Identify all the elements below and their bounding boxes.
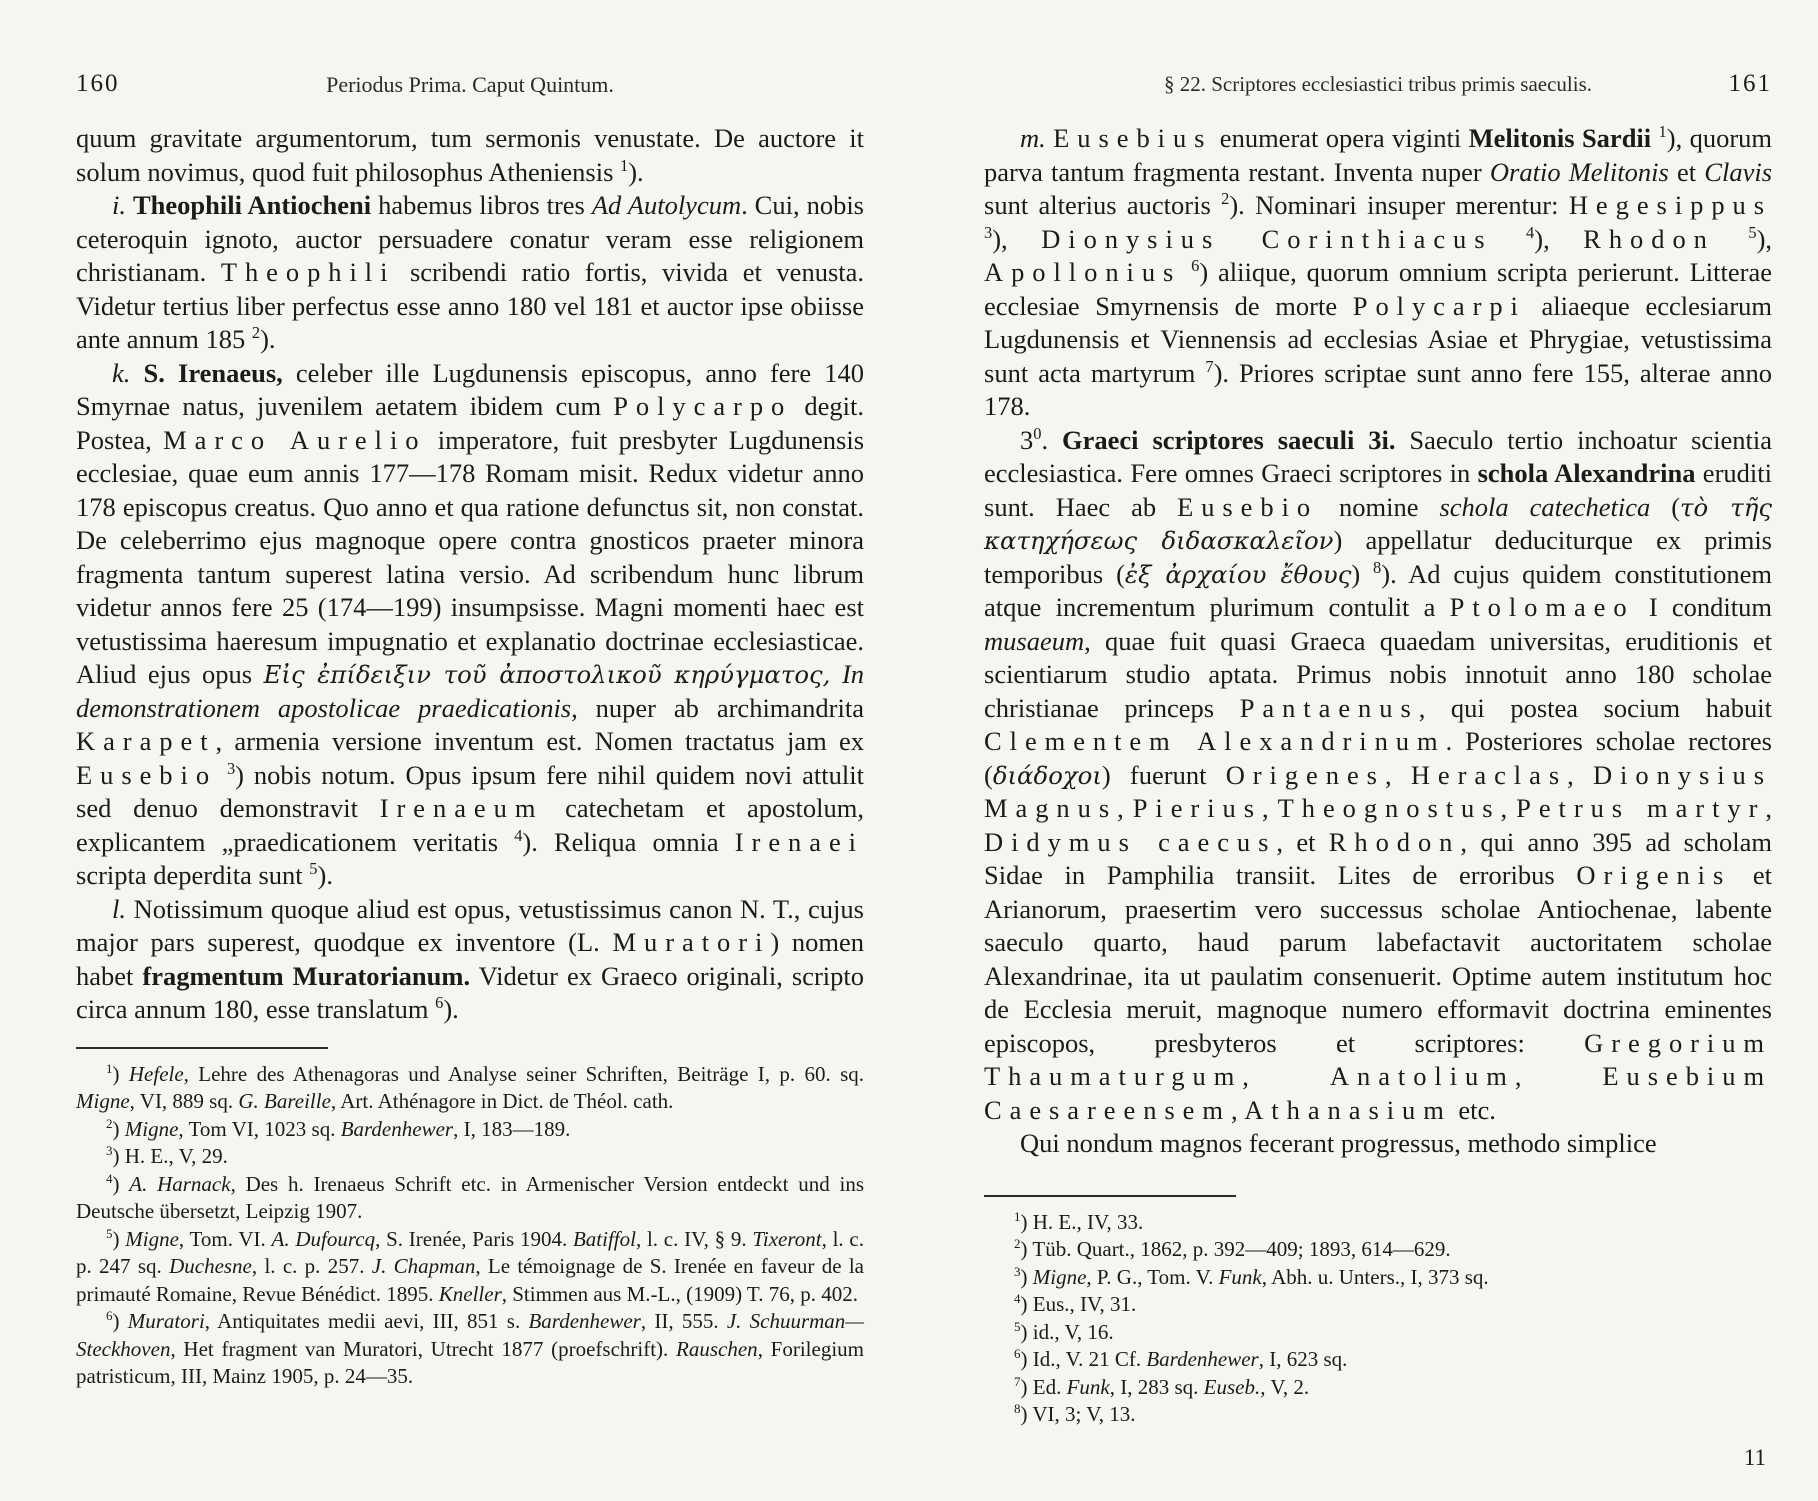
footnote-marker: 4 — [106, 1170, 113, 1186]
text-run: Saeculo tertio inchoatur scientia ecclesiastica. Fere omnes Graeci scriptores in — [984, 424, 1773, 488]
footnote-marker: 5 — [1748, 222, 1757, 242]
text-run: ). Reliqua omnia — [522, 826, 735, 857]
text-run — [1715, 224, 1749, 254]
text-run: , Het fragment van Muratori, Utrecht 1877 (proefschrift). — [170, 1336, 677, 1361]
text-run: Petrus martyr — [1516, 793, 1766, 823]
text-run: aliaeque ecclesiarum Lugdunensis et Viennensis ad ecclesias Asiae et Phrygiae, vetustissima sunt acta martyrum — [984, 290, 1773, 388]
text-run: Rhodon — [1328, 826, 1461, 857]
right-page-number: 161 — [1728, 70, 1772, 97]
text-run: ) — [112, 1171, 130, 1196]
text-run: ) — [112, 1061, 129, 1086]
right-page — [984, 70, 1772, 1471]
footnote — [76, 1061, 864, 1116]
text-run: Anatolium — [1329, 1061, 1515, 1091]
footnote-marker: 3 — [984, 222, 993, 242]
text-run: et — [1668, 156, 1705, 187]
text-run: Ptolomaeo — [1449, 592, 1635, 622]
text-run: , — [1567, 759, 1593, 790]
text-run: , S. Irenée, Paris 1904. — [375, 1226, 573, 1251]
text-run: , qui anno 395 ad scholam Sidae in Pamphilia transiit. Lites de erroribus — [984, 826, 1772, 890]
text-run: I conditum — [1634, 592, 1772, 622]
signature-mark: 11 — [1743, 1444, 1766, 1470]
text-run: ), — [992, 223, 1042, 254]
text-run: Rhodon — [1583, 223, 1715, 254]
text-run: schola Alexandrina — [1477, 458, 1696, 488]
text-run: , — [1514, 1061, 1603, 1091]
footnote — [984, 1291, 1772, 1319]
footnote-marker: 8 — [1373, 557, 1382, 577]
text-run: , — [1242, 1061, 1330, 1091]
text-run: S. Irenaeus, — [143, 357, 283, 388]
text-run: . — [1041, 424, 1063, 455]
text-run: Theognostus — [1277, 793, 1501, 823]
right-footnote-rule — [984, 1195, 1236, 1197]
text-run: Polycarpi — [1352, 290, 1526, 321]
text-run: ). Priores scriptae sunt anno fere 155, alterae anno 178. — [984, 357, 1772, 421]
paragraph — [76, 357, 864, 893]
text-run: J. Chapman — [371, 1254, 476, 1278]
text-run: ). — [317, 860, 333, 890]
text-run: , Abh. u. Unters., I, 373 sq. — [1261, 1264, 1489, 1289]
text-run: Dionysius Magnus — [984, 759, 1773, 823]
footnote — [76, 1171, 864, 1226]
text-run: , — [1261, 793, 1278, 823]
text-run — [1181, 257, 1191, 287]
text-run: Duchesne — [169, 1254, 252, 1278]
text-run: Migne — [124, 1116, 179, 1141]
footnote-marker: 5 — [106, 1225, 113, 1241]
text-run: Pierius — [1132, 793, 1262, 823]
footnote-marker: 1 — [106, 1060, 113, 1076]
text-run: Eusebio — [76, 759, 218, 790]
text-run: ), quorum parva tantum fragmenta restant. Inventa nuper — [984, 123, 1773, 187]
text-run: ) H. E., IV, 33. — [1020, 1209, 1144, 1234]
right-body-text — [984, 122, 1772, 1161]
text-run — [1493, 224, 1527, 254]
text-run: ), — [1534, 223, 1584, 254]
text-run: Bardenhewer — [528, 1309, 641, 1333]
text-run: enumerat opera viginti — [1212, 123, 1469, 153]
footnote-marker: 2 — [1221, 189, 1230, 209]
text-run — [830, 659, 842, 689]
text-run: Didymus caecus — [984, 826, 1277, 857]
text-run: Karapet — [76, 726, 216, 756]
text-run: Origenes — [1225, 759, 1385, 790]
text-run: ) — [112, 1226, 126, 1251]
text-run: Melitonis Sardii — [1468, 123, 1652, 153]
text-run: Theophili — [220, 257, 396, 287]
text-run: , P. G., Tom. V. — [1086, 1264, 1219, 1289]
text-run: Eusebio — [1177, 491, 1319, 522]
text-run: ). Ad cujus quidem constitutionem atque incrementum plurimum contulit a — [984, 558, 1772, 622]
left-page-number: 160 — [76, 70, 120, 97]
text-run: ) Id., V. 21 Cf. — [1020, 1347, 1147, 1371]
text-run — [1651, 123, 1658, 153]
text-run: Apollonius — [984, 257, 1182, 287]
text-run: , V, 2. — [1260, 1374, 1310, 1399]
text-run: catechetam et apostolum, explicantem „praedicationem veritatis — [76, 793, 864, 857]
text-run: Hefele — [128, 1061, 184, 1086]
text-run: Gregorium Thaumaturgum — [984, 1027, 1772, 1091]
text-run: ), — [1756, 223, 1773, 254]
text-run: , I, 623 sq. — [1258, 1347, 1348, 1371]
footnote-marker: 3 — [1014, 1263, 1021, 1279]
text-run: Polycarpo — [613, 391, 793, 421]
text-run: ). — [260, 324, 276, 354]
text-run: Athanasium — [1244, 1094, 1452, 1125]
text-run: Irenaeum — [379, 793, 544, 823]
footnote-marker: 5 — [1014, 1318, 1021, 1334]
text-run: ) — [1351, 558, 1374, 589]
text-run: , Forilegium patristicum, III, Mainz 1905, p. 24—35. — [76, 1336, 864, 1388]
text-run: . Posteriores scholae rectores ( — [984, 726, 1772, 790]
text-run: Hegesippus — [1568, 190, 1772, 220]
text-run: Εἰς ἐπίδειξιν τοῦ ἀποστολικοῦ κηρύγματος, — [263, 660, 831, 689]
footnote-marker: 7 — [1014, 1373, 1021, 1389]
right-running-head — [984, 70, 1772, 106]
text-run: Graeci scriptores saeculi 3i. — [1062, 424, 1396, 455]
left-page — [76, 70, 864, 1391]
footnote — [76, 1308, 864, 1391]
text-run: Oratio Melitonis — [1489, 156, 1669, 187]
text-run: , — [1500, 793, 1517, 823]
footnote-marker: 3 — [106, 1143, 113, 1158]
text-run: Euseb. — [1203, 1374, 1261, 1399]
text-run: Migne — [76, 1089, 130, 1113]
text-run: 3 — [1020, 424, 1034, 455]
footnote-marker: 2 — [1014, 1236, 1021, 1251]
footnote — [984, 1374, 1772, 1402]
text-run: Muratori — [612, 927, 771, 957]
text-run: Marco Aurelio — [163, 424, 427, 455]
text-run: Muratori — [127, 1309, 205, 1333]
text-run: Tixeront — [752, 1226, 822, 1251]
text-run: , — [1230, 1094, 1245, 1125]
footnote — [76, 1226, 864, 1309]
text-run: , Antiquitates medii aevi, III, 851 s. — [204, 1309, 529, 1333]
text-run: A. Dufourcq — [271, 1226, 376, 1251]
footnote — [984, 1236, 1772, 1264]
text-run: Migne — [125, 1226, 179, 1251]
text-run: . Cui, nobis ceteroquin ignoto, auctor persuadere conatur veram esse religionem christianam. — [76, 190, 864, 287]
text-run: ) VI, 3; V, 13. — [1020, 1402, 1136, 1426]
text-run: degit. Postea, — [76, 391, 864, 455]
footnote — [984, 1346, 1772, 1374]
text-run: m. — [1020, 123, 1054, 153]
text-run: , quae fuit quasi Graeca quaedam universitas, eruditionis et scientiarum studio aptata. Primus nobis innotuit anno 180 scholae christianae princeps — [984, 625, 1772, 723]
footnote-marker: 6 — [106, 1308, 113, 1323]
text-run: ). Nominari insuper merentur: — [1229, 190, 1569, 220]
left-running-head — [76, 70, 864, 106]
text-run: Theophili Antiocheni — [132, 190, 372, 220]
text-run: , l. c. p. 257. — [251, 1254, 372, 1278]
text-run: Migne — [1032, 1264, 1087, 1289]
text-run: , I, 283 sq. — [1109, 1374, 1204, 1399]
text-run: ) nomen habet — [76, 927, 864, 991]
text-run: ) id., V, 16. — [1020, 1319, 1114, 1344]
left-footnotes — [76, 1061, 864, 1391]
paragraph — [984, 1127, 1772, 1161]
text-run: musaeum — [984, 625, 1085, 656]
left-body-text — [76, 122, 864, 1027]
text-run: ) — [112, 1309, 128, 1333]
text-run: ἐξ ἀρχαίου ἔθους — [1124, 559, 1352, 589]
text-run: habemus libros tres — [371, 190, 592, 220]
text-run: Notissimum quoque aliud est opus, vetustissimus canon N. T., cujus major pars superest, quodque ex inventore (L. — [76, 893, 864, 957]
text-run: Qui nondum magnos fecerant progressus, methodo simplice — [1020, 1128, 1657, 1158]
text-run: ). — [443, 994, 459, 1024]
text-run: Videtur ex Graeco originali, scripto circa annum 180, esse translatum — [76, 960, 864, 1024]
text-run: , I, 183—189. — [453, 1116, 571, 1141]
text-run: , Tom VI, 1023 sq. — [178, 1116, 341, 1141]
text-run: scripta deperdita sunt — [76, 860, 310, 890]
text-run: τὸ τῆς κατηχήσεως διδασκαλεῖον — [984, 492, 1772, 555]
text-run: , Lehre des Athenagoras und Analyse seiner Schriften, Beiträge I, p. 60. sq. — [183, 1061, 864, 1086]
text-run: i. — [112, 190, 133, 220]
text-run: ) Tüb. Quart., 1862, p. 392—409; 1893, 614—629. — [1020, 1237, 1451, 1261]
text-run: , Tom. VI. — [178, 1226, 272, 1251]
footnote — [984, 1209, 1772, 1237]
text-run: Eusebius — [1053, 123, 1213, 153]
text-run: sunt alterius auctoris — [984, 190, 1222, 220]
footnote-marker: 6 — [435, 993, 444, 1013]
text-run: ) Ed. — [1020, 1374, 1067, 1399]
text-run: Heraclas — [1410, 759, 1568, 790]
text-run: ( — [1650, 491, 1681, 522]
text-run: schola catechetica — [1439, 491, 1651, 522]
text-run: nuper ab archimandrita — [577, 692, 864, 723]
text-run: , l. c. IV, § 9. — [635, 1226, 753, 1251]
text-run: , qui postea socium habuit — [1418, 692, 1772, 723]
paragraph — [984, 122, 1772, 424]
text-run: Funk — [1218, 1264, 1262, 1289]
text-run: ) fuerunt — [1101, 759, 1226, 790]
text-run: A. Harnack — [129, 1171, 231, 1196]
text-run: Bardenhewer — [340, 1116, 454, 1141]
text-run: nomine — [1318, 491, 1440, 522]
text-run: Ad Autolycum — [591, 190, 742, 220]
text-run: διάδοχοι — [992, 760, 1102, 790]
left-footnote-rule — [76, 1047, 328, 1049]
text-run: Pantaenus — [1239, 692, 1419, 723]
footnote-marker: 2 — [106, 1115, 113, 1131]
text-run: eruditi sunt. Haec ab — [984, 458, 1772, 522]
footnote — [984, 1319, 1772, 1347]
text-run: et Arianorum, praesertim vero successus scholae Antiochenae, labente saeculo quarto, haud parum labefactavit auctoritatem scholae Alexandrinae, ita ut paulatim consenuerit. Optime autem institutum hoc de Ecclesia meruit, magnoque numero efformavit doctrina eminentes episcopos, presbyteros et scriptores: — [984, 860, 1773, 1058]
right-footnotes — [984, 1209, 1772, 1429]
text-run: , — [1765, 793, 1772, 823]
text-run: Kneller — [438, 1281, 502, 1306]
left-running-title: Periodus Prima. Caput Quintum. — [326, 72, 614, 97]
footnote-marker: 6 — [1014, 1346, 1021, 1361]
text-run: Batiffol — [572, 1226, 636, 1251]
right-running-title: § 22. Scriptores ecclesiastici tribus primis saeculis. — [1163, 72, 1593, 96]
text-run: Funk — [1066, 1374, 1110, 1399]
footnote — [984, 1264, 1772, 1292]
text-run: ) H. E., V, 29. — [112, 1144, 228, 1168]
text-run: imperatore, fuit presbyter Lugdunensis ecclesiae, quae eum annis 177—178 Romam misit. Redux videtur anno 178 episcopus creatus. Quo anno et qua ratione defunctus sit, non constat. De celeberrimo ejus magnoque opere contra gnosticos praeter minora fragmenta tantum superest latina versio. Ad scribendum hunc librum videtur annos fere 25 (174—199) insumpsisse. Magni momenti haec est vetustissima haeresum impugnatio et explanatio doctrinae ecclesiasticae. Aliud ejus opus — [76, 424, 865, 689]
text-run: , VI, 889 sq. — [129, 1089, 239, 1113]
text-run: ) nobis notum. Opus ipsum fere nihil quidem novi attulit sed denuo demonstravit — [76, 759, 864, 823]
text-run: Clementem Alexandrinum — [984, 726, 1446, 756]
text-run — [217, 760, 227, 790]
paragraph — [76, 893, 864, 1027]
text-run: , Stimmen aus M.-L., (1909) T. 76, p. 402. — [501, 1281, 858, 1306]
footnote-marker: 1 — [1658, 122, 1667, 142]
paragraph — [76, 122, 864, 189]
text-run: , l. c. p. 247 sq. — [76, 1226, 864, 1278]
text-run: Clavis — [1704, 156, 1773, 187]
text-run: , — [1384, 759, 1411, 790]
text-run: , Art. Athénagore in Dict. de Théol. cath. — [330, 1089, 674, 1113]
text-run: , Des h. Irenaeus Schrift etc. in Armenischer Version entdeckt und ins Deutsche übersetzt, Leipzig 1907. — [76, 1171, 864, 1223]
text-run: In demonstrationem apostolicae praedicationis, — [76, 659, 865, 723]
footnote-marker: 5 — [309, 859, 318, 879]
text-run: Bardenhewer — [1146, 1347, 1259, 1371]
text-run: scribendi ratio fortis, vivida et venusta. Videtur tertius liber perfectus esse anno 180 vel 181 et auctor ipse obiisse ante annum 185 — [76, 257, 865, 354]
paragraph — [76, 189, 864, 357]
text-run: k. — [112, 357, 144, 388]
text-run: Rauschen — [676, 1336, 758, 1361]
footnote — [984, 1401, 1772, 1429]
text-run: Dionysius Corinthiacus — [1041, 223, 1493, 254]
text-run: l. — [112, 893, 134, 924]
footnote-marker: 8 — [1014, 1401, 1021, 1416]
text-run: celeber ille Lugdunensis episcopus, anno fere 140 Smyrnae natus, juvenilem aetatem ibidem cum — [76, 357, 864, 421]
text-run: ) Eus., IV, 31. — [1020, 1292, 1137, 1316]
text-run: Origenis — [1576, 860, 1732, 890]
text-run: ) — [1020, 1264, 1033, 1289]
footnote-marker: 3 — [226, 758, 236, 778]
footnote — [76, 1116, 864, 1144]
footnote-marker: 4 — [1014, 1291, 1021, 1306]
text-run: G. Bareille — [238, 1089, 331, 1113]
footnote-marker: 1 — [620, 155, 629, 175]
footnote — [76, 1143, 864, 1171]
text-run: fragmentum Muratorianum. — [142, 960, 471, 991]
footnote-marker: 4 — [1526, 222, 1535, 242]
text-run: , II, 555. — [640, 1309, 727, 1333]
text-run: , Le témoignage de S. Irenée en faveur de la primauté Romaine, Revue Bénédict. 1895. — [76, 1254, 864, 1306]
text-run: etc. — [1451, 1094, 1496, 1125]
text-run: Eusebium Caesareensem — [984, 1061, 1773, 1125]
text-run: ) — [112, 1116, 125, 1141]
text-run: , armenia versione inventum est. Nomen tractatus jam ex — [215, 726, 864, 756]
text-run: ). — [628, 156, 644, 187]
text-run: , et — [1276, 826, 1329, 857]
text-run: J. Schuurman—Steckhoven — [76, 1309, 864, 1361]
footnote-marker: 7 — [1205, 356, 1214, 376]
text-run: quum gravitate argumentorum, tum sermonis venustate. De auctore it solum novimus, quod fuit philosophus Atheniensis — [76, 123, 864, 187]
paragraph — [984, 424, 1772, 1128]
footnote-marker: 2 — [251, 323, 261, 343]
text-run: ) aliique, quorum omnium scripta perierunt. Litterae ecclesiae Smyrnensis de morte — [984, 257, 1772, 321]
text-run: , — [1117, 793, 1133, 823]
text-run: Irenaei — [734, 826, 864, 857]
text-run: ) appellatur deduciturque ex primis temporibus ( — [984, 525, 1772, 589]
footnote-marker: 4 — [514, 825, 523, 845]
footnote-marker: 1 — [1014, 1208, 1021, 1224]
footnote-marker: 0 — [1033, 423, 1042, 443]
footnote-marker: 6 — [1191, 256, 1200, 276]
